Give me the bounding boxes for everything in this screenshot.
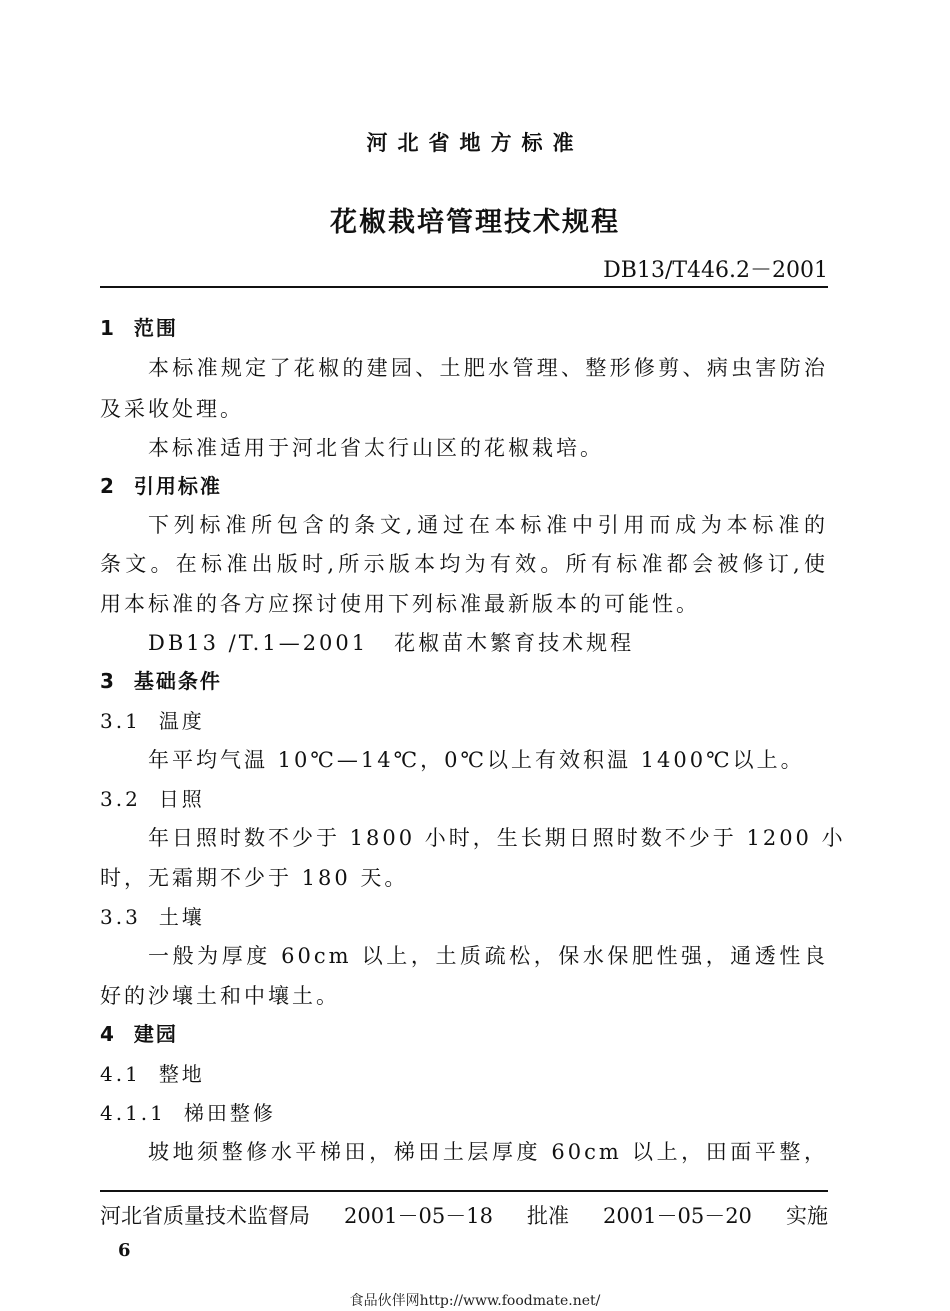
- paragraph-line: 坡地须整修水平梯田，梯田土层厚度 60cm 以上，田面平整，: [148, 1140, 828, 1164]
- watermark-text: 食品伙伴网http://www.foodmate.net/: [349, 1293, 601, 1309]
- subsection-4-1-1-heading: [100, 1097, 276, 1126]
- subsection-3-1-heading: [100, 705, 205, 734]
- section-2-heading: [100, 470, 222, 499]
- footer-issuer: 河北省质量技术监督局: [100, 1204, 310, 1228]
- section-number: 4.1.1: [100, 1101, 166, 1125]
- paragraph-line: 年日照时数不少于 1800 小时，生长期日照时数不少于 1200 小: [148, 826, 846, 850]
- paragraph-line: 用本标准的各方应探讨使用下列标准最新版本的可能性。: [100, 592, 700, 616]
- paragraph-line: 本标准规定了花椒的建园、土肥水管理、整形修剪、病虫害防治: [148, 356, 828, 380]
- paragraph-line: 本标准适用于河北省太行山区的花椒栽培。: [148, 436, 604, 460]
- section-number: 4.1: [100, 1062, 141, 1086]
- effective-date: 2001－05－20: [603, 1204, 752, 1228]
- reference-code: DB13 /T.1—2001: [148, 631, 369, 655]
- standard-code: DB13/T446.2－2001: [603, 258, 828, 283]
- paragraph-line: 一般为厚度 60cm 以上，土质疏松，保水保肥性强，通透性良: [148, 944, 828, 968]
- paragraph-line: 好的沙壤土和中壤土。: [100, 984, 340, 1008]
- section-title: 梯田整修: [183, 1101, 276, 1125]
- section-title: 整地: [158, 1062, 205, 1086]
- section-title: 范围: [133, 316, 178, 340]
- approved-label: 批准: [526, 1204, 569, 1228]
- section-3-heading: [100, 665, 222, 694]
- effective-label: 实施: [785, 1204, 828, 1228]
- section-number: 3.2: [100, 787, 141, 811]
- section-number: 1: [100, 316, 116, 340]
- issuer-heading: 河北省地方标准: [366, 131, 584, 155]
- section-title: 基础条件: [133, 669, 222, 693]
- section-number: 3.3: [100, 905, 141, 929]
- subsection-3-3-heading: [100, 901, 205, 930]
- reference-title: 花椒苗木繁育技术规程: [394, 631, 635, 655]
- approval-footer: [100, 1200, 828, 1230]
- document-title: 花椒栽培管理技术规程: [330, 207, 620, 238]
- paragraph-line: 下列标准所包含的条文,通过在本标准中引用而成为本标准的: [148, 513, 828, 537]
- footer-divider: [100, 1190, 828, 1192]
- paragraph-line: 条文。在标准出版时,所示版本均为有效。所有标准都会被修订,使: [100, 552, 828, 576]
- header-divider: [100, 286, 828, 288]
- paragraph-line: 时，无霜期不少于 180 天。: [100, 866, 409, 890]
- section-number: 2: [100, 474, 116, 498]
- reference-entry: [148, 627, 634, 657]
- section-4-heading: [100, 1018, 178, 1047]
- paragraph-line: 及采收处理。: [100, 397, 244, 421]
- subsection-4-1-heading: [100, 1058, 205, 1087]
- section-title: 温度: [158, 709, 205, 733]
- section-1-heading: [100, 312, 178, 341]
- section-number: 3: [100, 669, 116, 693]
- section-title: 日照: [158, 787, 205, 811]
- paragraph-line: 年平均气温 10℃—14℃，0℃以上有效积温 1400℃以上。: [148, 748, 805, 772]
- approved-date: 2001－05－18: [344, 1204, 493, 1228]
- section-title: 建园: [133, 1022, 178, 1046]
- page-number: 6: [118, 1240, 131, 1261]
- section-title: 引用标准: [133, 474, 222, 498]
- section-number: 3.1: [100, 709, 141, 733]
- section-number: 4: [100, 1022, 116, 1046]
- section-title: 土壤: [158, 905, 205, 929]
- subsection-3-2-heading: [100, 783, 205, 812]
